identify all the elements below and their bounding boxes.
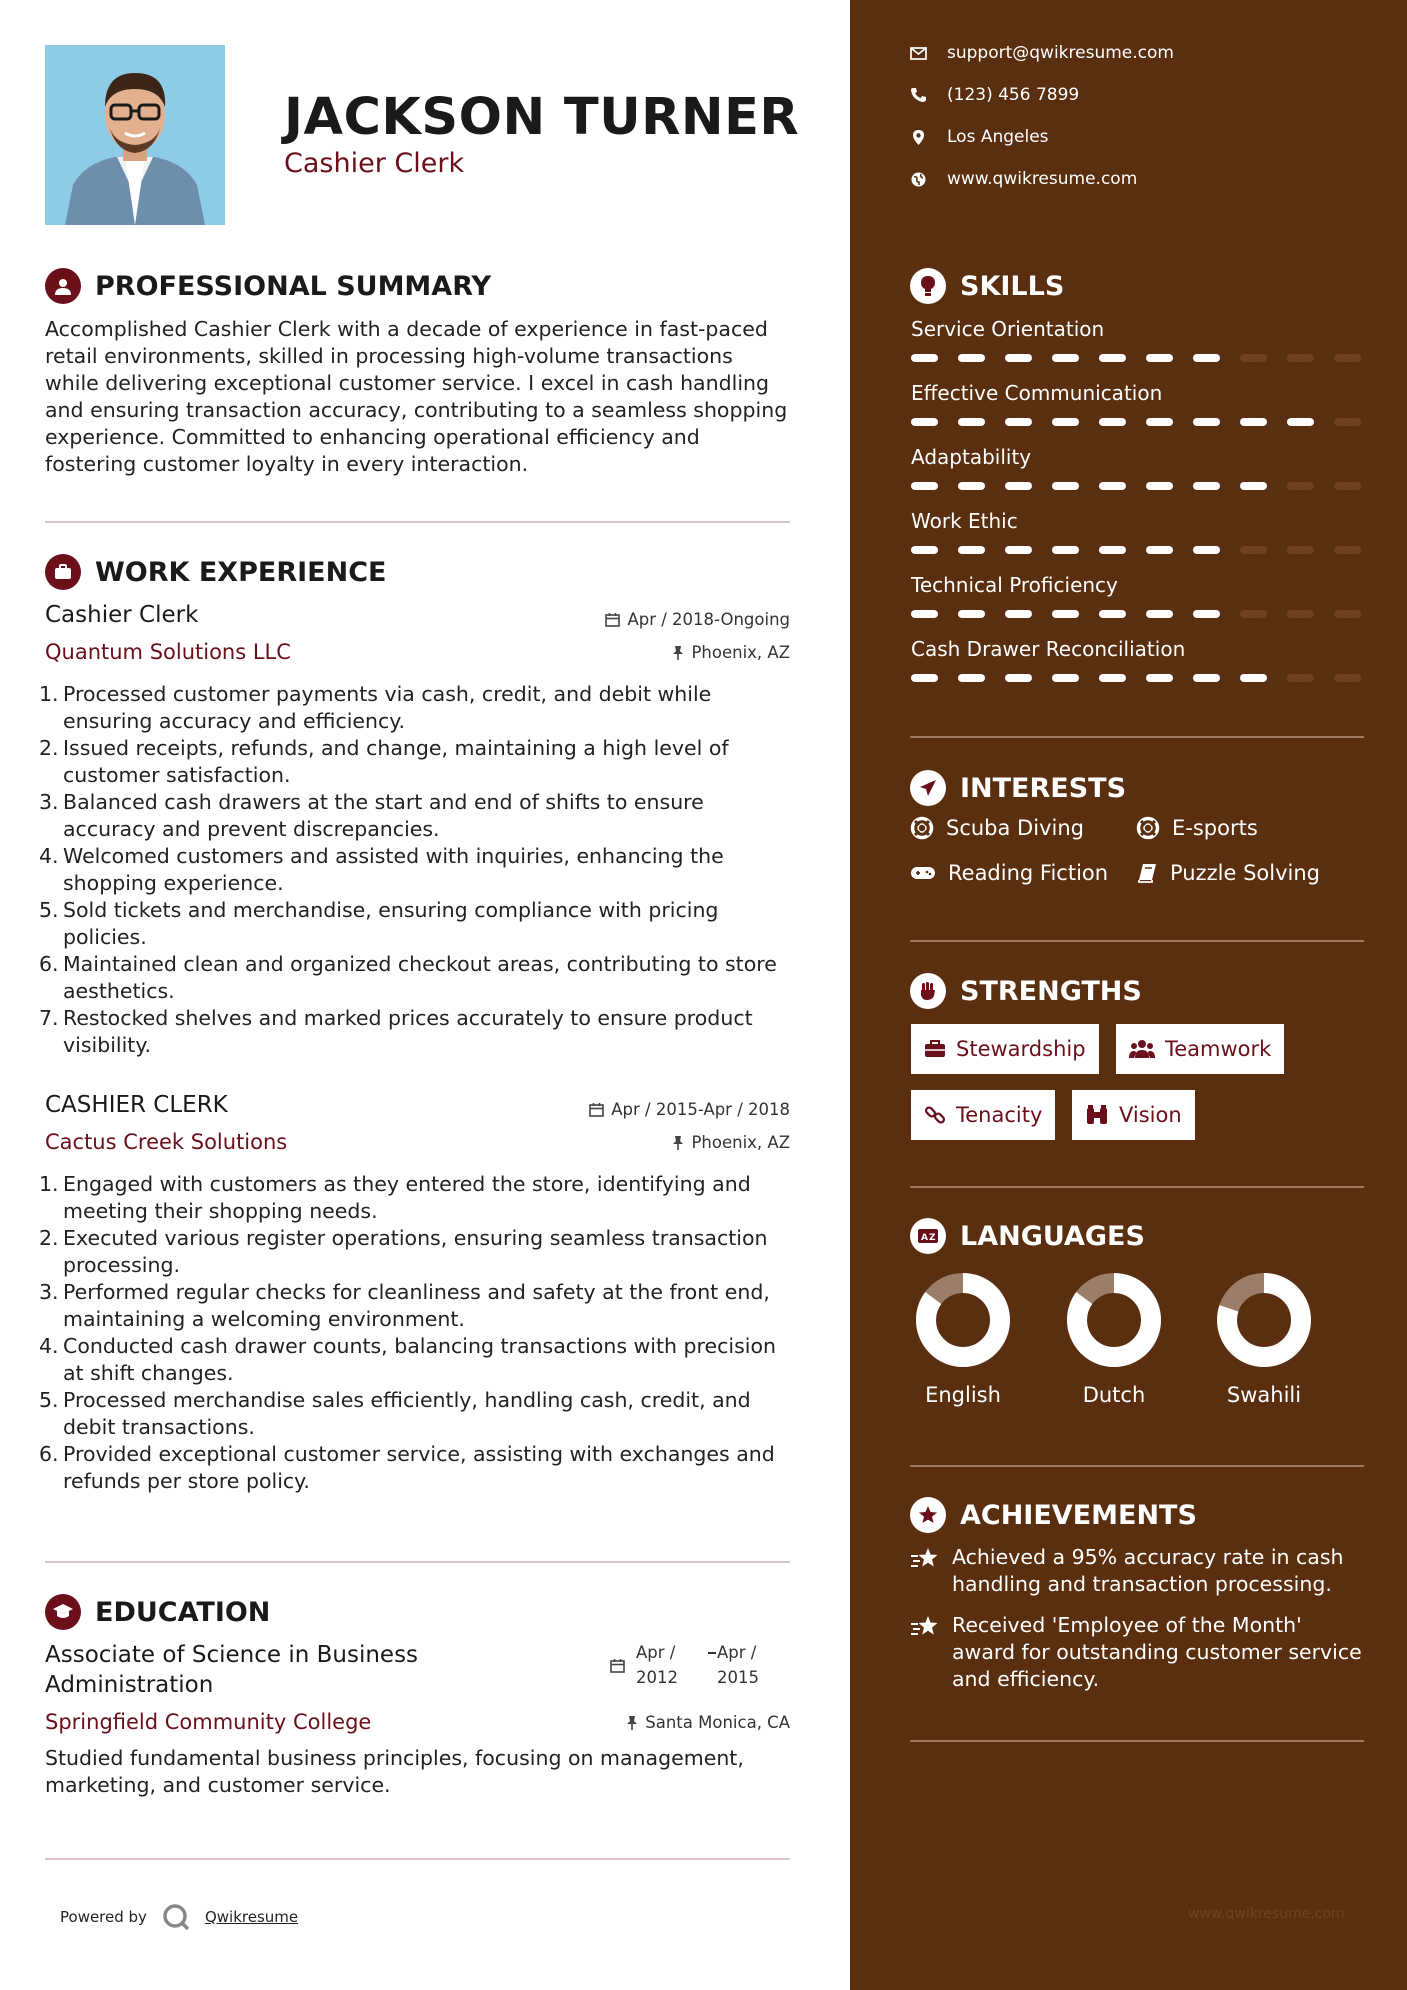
skill-name: Adaptability xyxy=(911,445,1032,469)
job-bullet: 6. Maintained clean and organized checkout areas, contributing to store aesthetics. xyxy=(39,952,777,1003)
edu-start-date: Apr / 2012 xyxy=(636,1643,678,1687)
powered-by: Powered by Qwikresume xyxy=(60,1902,298,1932)
calendar-icon xyxy=(605,612,620,627)
skill-dash xyxy=(958,354,985,362)
job-bullet: 2. Issued receipts, refunds, and change, maintaining a high level of customer satisfaction. xyxy=(39,736,729,787)
skill-name: Service Orientation xyxy=(911,317,1105,341)
pin-icon xyxy=(626,1715,638,1730)
skill-dash xyxy=(1052,610,1079,618)
skill-dash xyxy=(1099,674,1126,682)
link-icon xyxy=(924,1104,946,1126)
skill-dash xyxy=(1099,482,1126,490)
skill-name: Technical Proficiency xyxy=(911,573,1118,597)
education-text: Studied fundamental business principles, focusing on management, marketing, and customer service. xyxy=(45,1746,744,1797)
job-location: Phoenix, AZ xyxy=(672,643,790,662)
qwikresume-link[interactable]: Qwikresume xyxy=(204,1908,299,1926)
skill-dash xyxy=(1052,546,1079,554)
skill-dash xyxy=(958,610,985,618)
interest-item: Puzzle Solving xyxy=(1136,861,1320,885)
skill-dash xyxy=(1240,418,1267,426)
language-item xyxy=(1209,1272,1319,1407)
svg-text:A: A xyxy=(921,1233,928,1243)
language-level-ring xyxy=(1066,1272,1162,1368)
skill-dash xyxy=(1146,610,1173,618)
job-location: Phoenix, AZ xyxy=(672,1133,790,1152)
envelope-icon xyxy=(910,47,927,60)
skill-level-bar xyxy=(911,674,1361,682)
skill-dash xyxy=(1146,482,1173,490)
phone-icon xyxy=(910,87,927,103)
degree-line-1: Associate of Science in Business xyxy=(45,1642,419,1668)
job-bullets xyxy=(39,681,793,1059)
skill-dash xyxy=(1005,482,1032,490)
calendar-icon xyxy=(610,1658,625,1673)
skill-dash xyxy=(1334,418,1361,426)
strength-badge: Teamwork xyxy=(1116,1024,1284,1074)
skill-dash xyxy=(1287,546,1314,554)
section-divider xyxy=(45,1561,790,1563)
users-icon xyxy=(1129,1039,1155,1059)
profile-photo xyxy=(45,45,225,225)
language-name: Swahili xyxy=(1226,1383,1302,1407)
section-divider xyxy=(910,940,1364,942)
job-bullet: 2. Executed various register operations, ensuring seamless transaction processing. xyxy=(39,1226,768,1277)
graduation-cap-icon xyxy=(45,1594,81,1630)
fist-icon xyxy=(910,973,946,1009)
education-heading: EDUCATION xyxy=(45,1594,270,1630)
language-level-ring xyxy=(1216,1272,1312,1368)
skill-dash xyxy=(1193,546,1220,554)
summary-heading: PROFESSIONAL SUMMARY xyxy=(45,268,491,304)
skills-heading: SKILLS xyxy=(910,268,1064,304)
skill-dash xyxy=(1052,354,1079,362)
language-level-ring xyxy=(915,1272,1011,1368)
company-name: Quantum Solutions LLC xyxy=(45,640,291,664)
skill-dash xyxy=(1146,546,1173,554)
strength-badge: Vision xyxy=(1072,1090,1195,1140)
skill-dash xyxy=(1005,546,1032,554)
edu-location: Santa Monica, CA xyxy=(626,1713,790,1732)
language-icon xyxy=(910,1218,946,1254)
job-bullet: 3. Performed regular checks for cleanliness and safety at the front end, maintaining a welcoming environment. xyxy=(39,1280,770,1331)
skill-dash xyxy=(1005,354,1032,362)
skill-dash xyxy=(1146,674,1173,682)
skill-dash xyxy=(1193,674,1220,682)
section-divider xyxy=(45,1858,790,1860)
lifebuoy-icon xyxy=(1136,816,1160,840)
qwikresume-logo-icon xyxy=(161,1902,191,1932)
experience-heading: WORK EXPERIENCE xyxy=(45,554,386,590)
briefcase-icon xyxy=(924,1040,946,1058)
skill-dash xyxy=(1099,546,1126,554)
edu-end-date: Apr / 2015 xyxy=(717,1643,759,1687)
contact-website[interactable]: www.qwikresume.com xyxy=(910,169,1137,189)
language-item xyxy=(1059,1272,1169,1407)
skill-dash xyxy=(1334,482,1361,490)
job-bullet: 6. Provided exceptional customer service, assisting with exchanges and refunds per store policy. xyxy=(39,1442,775,1493)
candidate-title: Cashier Clerk xyxy=(284,148,465,179)
skill-dash xyxy=(1099,418,1126,426)
job-bullet: 7. Restocked shelves and marked prices accurately to ensure product visibility. xyxy=(39,1006,753,1057)
skill-dash xyxy=(958,418,985,426)
ring-remainder xyxy=(926,1283,1000,1357)
achievement-item: Achieved a 95% accuracy rate in cash handling and transaction processing. xyxy=(910,1544,1370,1598)
skill-dash xyxy=(1334,546,1361,554)
skill-level-bar xyxy=(911,482,1361,490)
skill-name: Effective Communication xyxy=(911,381,1163,405)
star-badge-icon xyxy=(910,1497,946,1533)
skill-dash xyxy=(1287,354,1314,362)
skill-dash xyxy=(958,546,985,554)
skill-level-bar xyxy=(911,354,1361,362)
job-bullet: 4. Conducted cash drawer counts, balancing transactions with precision at shift changes. xyxy=(39,1334,777,1385)
pin-icon xyxy=(672,1135,684,1150)
skill-dash xyxy=(1146,418,1173,426)
strength-badge: Tenacity xyxy=(911,1090,1055,1140)
skill-dash xyxy=(1146,354,1173,362)
summary-text: Accomplished Cashier Clerk with a decade of experience in fast-paced retail environments, skilled in processing high-volume transactions while delivering exceptional customer service. I excel in cash handling and ensuring transaction accuracy, contributing to a seamless shopping experience. Committed to enhancing operational efficiency and fostering customer loyalty in every interaction. xyxy=(45,317,788,476)
company-name: Cactus Creek Solutions xyxy=(45,1130,288,1154)
skill-dash xyxy=(911,354,938,362)
job-dates: Apr / 2015-Apr / 2018 xyxy=(589,1100,790,1119)
skill-dash xyxy=(958,482,985,490)
section-divider xyxy=(45,521,790,523)
star-icon xyxy=(910,1546,940,1572)
ring-remainder xyxy=(1227,1283,1301,1357)
date-separator xyxy=(708,1652,716,1654)
globe-icon xyxy=(910,171,927,188)
skill-dash xyxy=(1287,418,1314,426)
skill-name: Work Ethic xyxy=(911,509,1018,533)
ring-remainder xyxy=(1077,1283,1151,1357)
achievement-item: Received 'Employee of the Month' award for outstanding customer service and efficiency. xyxy=(910,1612,1370,1693)
briefcase-icon xyxy=(45,554,81,590)
skill-name: Cash Drawer Reconciliation xyxy=(911,637,1186,661)
star-icon xyxy=(910,1614,940,1640)
lifebuoy-icon xyxy=(910,816,934,840)
skill-dash xyxy=(958,674,985,682)
language-name: English xyxy=(925,1383,1001,1407)
skill-level-bar xyxy=(911,546,1361,554)
section-divider xyxy=(910,736,1364,738)
skill-dash xyxy=(911,546,938,554)
map-marker-icon xyxy=(910,129,927,146)
job-title: Cashier Clerk xyxy=(45,602,199,628)
skill-dash xyxy=(911,674,938,682)
skill-dash xyxy=(1005,610,1032,618)
skill-dash xyxy=(1052,482,1079,490)
skill-dash xyxy=(1240,482,1267,490)
contact-location: Los Angeles xyxy=(910,127,1049,147)
skill-level-bar xyxy=(911,610,1361,618)
gamepad-icon xyxy=(910,864,936,882)
paper-plane-icon xyxy=(910,770,946,806)
skill-dash xyxy=(1240,610,1267,618)
skill-dash xyxy=(1052,674,1079,682)
section-divider xyxy=(910,1740,1364,1742)
job-bullet: 5. Sold tickets and merchandise, ensuring compliance with pricing policies. xyxy=(39,898,719,949)
skill-dash xyxy=(1334,610,1361,618)
user-icon xyxy=(45,268,81,304)
job-bullets xyxy=(39,1171,793,1495)
skill-dash xyxy=(1334,674,1361,682)
skill-dash xyxy=(1099,610,1126,618)
language-item xyxy=(908,1272,1018,1407)
skill-dash xyxy=(1240,354,1267,362)
school-name: Springfield Community College xyxy=(45,1710,372,1734)
job-bullet: 4. Welcomed customers and assisted with inquiries, enhancing the shopping experience. xyxy=(39,844,724,895)
job-bullet: 3. Balanced cash drawers at the start and end of shifts to ensure accuracy and prevent discrepancies. xyxy=(39,790,704,841)
interests-heading: INTERESTS xyxy=(910,770,1126,806)
skill-dash xyxy=(911,610,938,618)
job-title: CASHIER CLERK xyxy=(45,1092,228,1118)
skill-dash xyxy=(1193,482,1220,490)
interest-item: E-sports xyxy=(1136,816,1258,840)
skill-dash xyxy=(1240,546,1267,554)
footer-website[interactable]: www.qwikresume.com xyxy=(1188,1906,1345,1922)
job-bullet: 1. Processed customer payments via cash, credit, and debit while ensuring accuracy and efficiency. xyxy=(39,682,712,733)
section-divider xyxy=(910,1465,1364,1467)
skill-dash xyxy=(1193,354,1220,362)
contact-email[interactable]: support@qwikresume.com xyxy=(910,43,1174,63)
skill-dash xyxy=(1005,418,1032,426)
calendar-icon xyxy=(589,1102,604,1117)
skill-level-bar xyxy=(911,418,1361,426)
svg-text:Z: Z xyxy=(929,1233,936,1243)
skill-dash xyxy=(1240,674,1267,682)
pin-icon xyxy=(672,645,684,660)
binoculars-icon xyxy=(1085,1105,1109,1125)
lightbulb-icon xyxy=(910,268,946,304)
skill-dash xyxy=(1287,674,1314,682)
skill-dash xyxy=(1005,674,1032,682)
skill-dash xyxy=(1334,354,1361,362)
skill-dash xyxy=(1052,418,1079,426)
skill-dash xyxy=(1099,354,1126,362)
skill-dash xyxy=(1287,482,1314,490)
interest-item: Reading Fiction xyxy=(910,861,1108,885)
skill-dash xyxy=(911,482,938,490)
strengths-heading: STRENGTHS xyxy=(910,973,1142,1009)
interest-item: Scuba Diving xyxy=(910,816,1084,840)
degree-line-2: Administration xyxy=(45,1672,214,1698)
skill-dash xyxy=(911,418,938,426)
contact-phone[interactable]: (123) 456 7899 xyxy=(910,85,1079,105)
candidate-name: JACKSON TURNER xyxy=(284,88,800,147)
languages-heading: A Z LANGUAGES xyxy=(910,1218,1145,1254)
person-illustration xyxy=(45,45,225,225)
section-divider xyxy=(910,1186,1364,1188)
skill-dash xyxy=(1193,418,1220,426)
language-name: Dutch xyxy=(1082,1383,1146,1407)
skill-dash xyxy=(1287,610,1314,618)
book-icon xyxy=(1136,862,1158,884)
strength-badge: Stewardship xyxy=(911,1024,1099,1074)
skill-dash xyxy=(1193,610,1220,618)
job-dates: Apr / 2018-Ongoing xyxy=(605,610,790,629)
job-bullet: 1. Engaged with customers as they entered the store, identifying and meeting their shopping needs. xyxy=(39,1172,751,1223)
achievements-heading: ACHIEVEMENTS xyxy=(910,1497,1197,1533)
job-bullet: 5. Processed merchandise sales efficiently, handling cash, credit, and debit transactions. xyxy=(39,1388,751,1439)
